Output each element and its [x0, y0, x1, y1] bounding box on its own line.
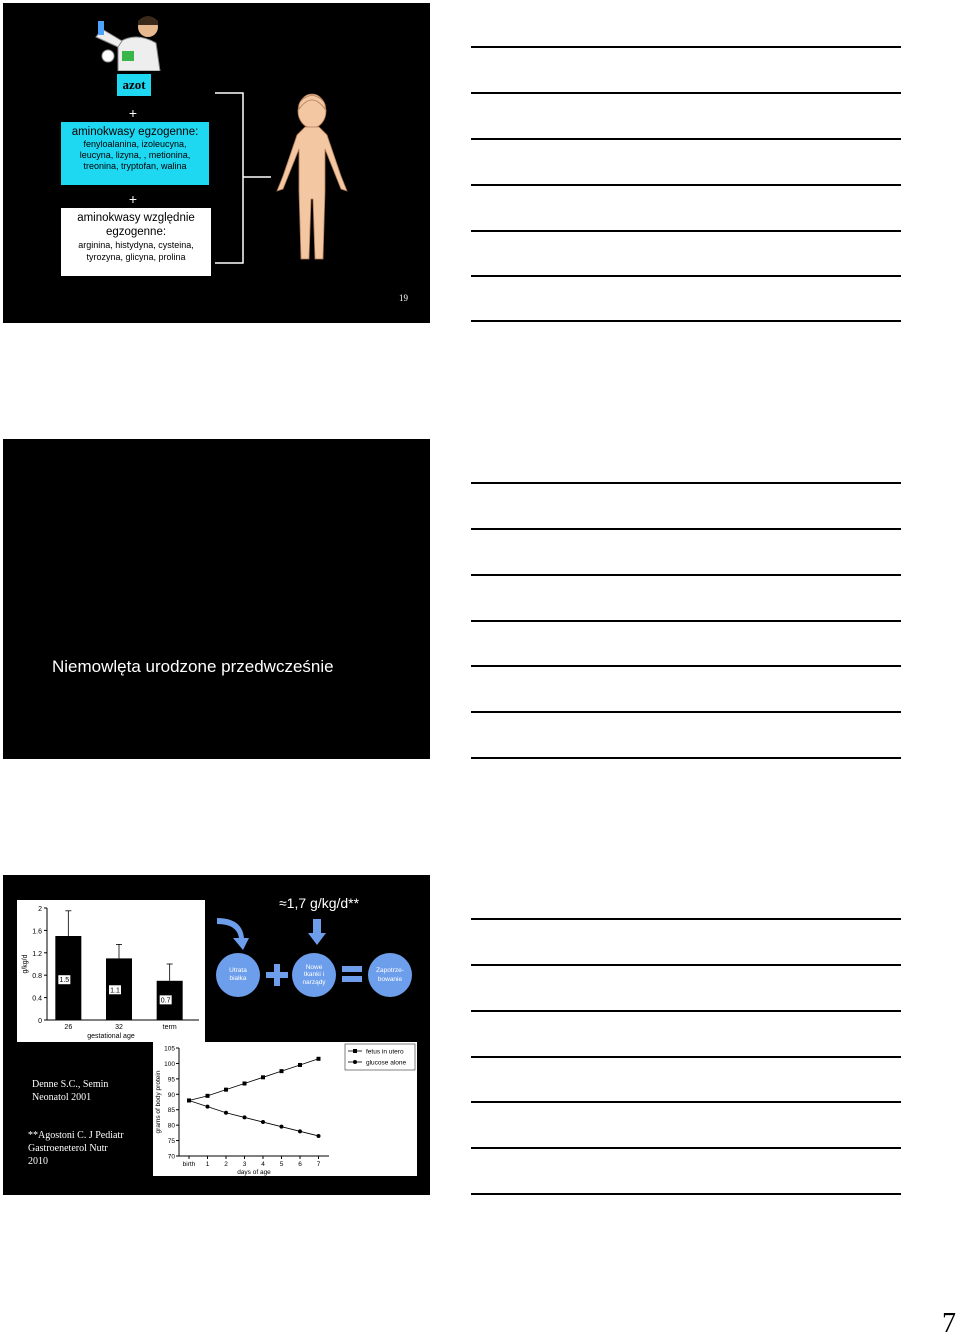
note-line: [471, 1147, 901, 1149]
circle2-line3: narządy: [302, 978, 326, 986]
circle3-line2: bowanie: [377, 976, 403, 983]
circle1-line2: białka: [229, 975, 247, 982]
circle2-line2: tkanki i: [303, 971, 325, 979]
bar-chart-ytick-label: 0.8: [32, 973, 42, 981]
note-line: [471, 482, 901, 484]
plus-sign: +: [128, 105, 138, 121]
slide-protein-needs: [3, 875, 430, 1195]
note-line: [471, 665, 901, 667]
child-figure-icon: [275, 91, 350, 263]
reference-denne: [32, 1078, 108, 1104]
note-line: [471, 138, 901, 140]
line-chart-ytick-label: 90: [167, 1091, 175, 1099]
data-point-square: [298, 1063, 302, 1067]
curved-arrow-icon: [215, 918, 251, 952]
box2-title-line2: egzogenne:: [105, 226, 167, 238]
ref1-line2: Neonatol 2001: [32, 1092, 92, 1103]
data-point-circle: [317, 1134, 321, 1138]
note-line: [471, 1056, 901, 1058]
protein-loss-circle: [216, 953, 260, 997]
bar-chart-xtick-label: 32: [115, 1024, 123, 1031]
box2-line1: arginina, histydyna, cysteina,: [78, 240, 194, 250]
data-point-circle: [206, 1105, 210, 1109]
data-point-circle: [243, 1115, 247, 1119]
line-chart-xtick-label: 7: [316, 1161, 321, 1168]
box1-title: aminokwasy egzogenne:: [71, 126, 199, 138]
bar-data-label: 1.1: [110, 987, 120, 995]
bar-chart-ytick-label: 0: [38, 1018, 42, 1025]
bar-chart-ytick-label: 1.2: [32, 950, 42, 958]
scientist-icon: [88, 11, 183, 71]
ref1-line1: Denne S.C., Semin: [32, 1079, 109, 1090]
azot-box: azot: [117, 74, 151, 96]
bar-chart-xlabel: gestational age: [87, 1033, 135, 1040]
line-chart-ytick-label: 75: [167, 1138, 175, 1146]
data-point-square: [224, 1088, 228, 1092]
reference-agostoni: [28, 1129, 124, 1168]
slide-number: 19: [399, 293, 408, 303]
note-line: [471, 574, 901, 576]
box2-title-line1: aminokwasy względnie: [77, 212, 195, 224]
legend-label: fetus in utero: [366, 1048, 404, 1056]
legend-marker-square: [353, 1049, 357, 1053]
ref2-line3: 2010: [28, 1156, 48, 1167]
line-chart-ytick-label: 100: [164, 1060, 175, 1068]
note-line: [471, 92, 901, 94]
note-line: [471, 528, 901, 530]
plus-sign-2: +: [128, 191, 138, 207]
plus-icon: [266, 964, 288, 986]
note-line: [471, 275, 901, 277]
ref2-line1: **Agostoni C. J Pediatr: [28, 1130, 124, 1141]
line-chart-xtick-label: 3: [242, 1161, 247, 1168]
data-point-square: [243, 1081, 247, 1085]
data-point-circle: [224, 1111, 228, 1115]
down-arrow-icon: [308, 919, 326, 945]
bar-chart-ytick-label: 1.6: [32, 928, 42, 936]
bar-chart-ylabel: g/kg/d: [22, 954, 29, 974]
conditional-aminoacids-box: [61, 208, 211, 276]
note-line: [471, 620, 901, 622]
note-line: [471, 711, 901, 713]
note-line: [471, 230, 901, 232]
legend-marker-circle: [353, 1060, 357, 1064]
data-point-square: [261, 1075, 265, 1079]
slide-amino-acids: [3, 3, 430, 323]
new-tissues-circle: [292, 953, 336, 997]
line-chart-ytick-label: 95: [167, 1076, 175, 1084]
page-number: 7: [942, 1308, 956, 1339]
line-chart-xlabel: days of age: [237, 1169, 271, 1176]
protein-need-header: ≈1,7 g/kg/d**: [279, 895, 360, 911]
line-chart: [153, 1042, 417, 1176]
line-chart-xtick-label: 4: [261, 1161, 265, 1168]
bar-data-label: 1.5: [59, 977, 70, 985]
bar-chart-ytick-label: 2: [38, 906, 42, 913]
equals-icon: [342, 965, 362, 983]
circle2-line1: Nowe: [305, 963, 323, 971]
note-line: [471, 1010, 901, 1012]
line-chart-xtick-label: 5: [279, 1161, 284, 1168]
bar-chart: [17, 900, 205, 1042]
box1-line1: fenyloalanina, izoleucyna,: [83, 139, 187, 149]
requirement-circle: [368, 953, 412, 997]
data-point-square: [206, 1094, 210, 1098]
line-chart-ytick-label: 105: [164, 1045, 175, 1053]
circle3-line1: Zapotrze-: [376, 967, 404, 974]
line-chart-xtick-label: 2: [224, 1161, 228, 1168]
line-chart-ytick-label: 85: [167, 1107, 175, 1115]
slide2-text: Niemowlęta urodzone przedwcześnie: [52, 657, 334, 676]
brace-icon: [213, 91, 273, 266]
data-point-circle: [298, 1129, 302, 1133]
box1-line2: leucyna, lizyna, , metionina,: [79, 150, 191, 160]
box1-line3: treonina, tryptofan, walina: [83, 161, 187, 171]
data-point-square: [317, 1057, 321, 1061]
note-line: [471, 1193, 901, 1195]
line-chart-ytick-label: 70: [167, 1153, 175, 1161]
bar-data-label: 0.7: [160, 997, 171, 1005]
bar-chart-xtick-label: 26: [64, 1024, 73, 1031]
note-line: [471, 184, 901, 186]
note-line: [471, 46, 901, 48]
bar-chart-xtick-label: term: [162, 1024, 177, 1031]
line-chart-ylabel: grams of body protein: [155, 1070, 162, 1134]
box2-line2: tyrozyna, glicyna, prolina: [86, 252, 186, 262]
line-chart-xtick-label: birth: [182, 1161, 196, 1168]
note-line: [471, 757, 901, 759]
circle1-line1: Utrata: [229, 967, 247, 974]
line-chart-xtick-label: 1: [205, 1161, 210, 1168]
line-chart-ytick-label: 80: [167, 1122, 175, 1130]
data-point-square: [280, 1069, 284, 1073]
data-point-circle: [280, 1125, 284, 1129]
ref2-line2: Gastroeneterol Nutr: [28, 1143, 108, 1154]
data-point-circle: [261, 1120, 265, 1124]
essential-aminoacids-box: [61, 122, 209, 185]
note-line: [471, 918, 901, 920]
note-line: [471, 964, 901, 966]
note-line: [471, 320, 901, 322]
slide-preterm: [3, 439, 430, 759]
data-point-circle: [187, 1098, 191, 1102]
note-line: [471, 1101, 901, 1103]
legend-label: glucose alone: [366, 1059, 407, 1067]
bar-chart-ytick-label: 0.4: [32, 995, 42, 1003]
line-chart-xtick-label: 6: [298, 1161, 302, 1168]
